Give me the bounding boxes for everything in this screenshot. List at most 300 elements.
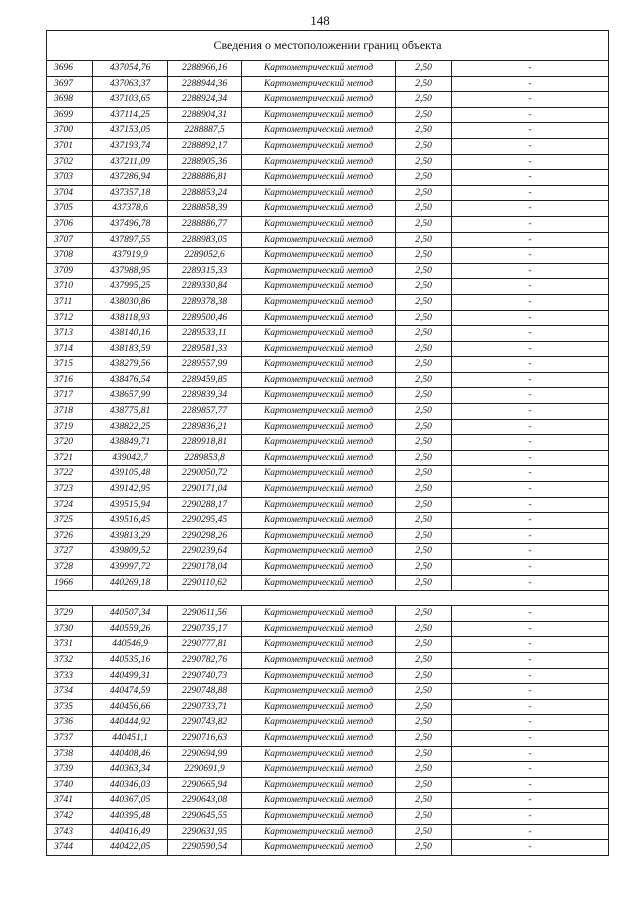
description-cell: - (452, 216, 609, 232)
method-cell: Картометрический метод (242, 621, 396, 637)
table-row (47, 497, 609, 513)
y-coordinate-cell: 2289330,84 (168, 279, 242, 295)
table-row (47, 450, 609, 466)
table-row (47, 372, 609, 388)
point-number-cell: 3731 (47, 637, 93, 653)
accuracy-cell: 2,50 (396, 621, 452, 637)
description-cell: - (452, 746, 609, 762)
x-coordinate-cell: 440444,92 (93, 715, 168, 731)
point-number-cell: 3732 (47, 652, 93, 668)
y-coordinate-cell: 2289857,77 (168, 404, 242, 420)
y-coordinate-cell: 2288858,39 (168, 201, 242, 217)
accuracy-cell: 2,50 (396, 637, 452, 653)
method-cell: Картометрический метод (242, 513, 396, 529)
y-coordinate-cell: 2289853,8 (168, 450, 242, 466)
y-coordinate-cell: 2289315,33 (168, 263, 242, 279)
description-cell: - (452, 372, 609, 388)
description-cell: - (452, 419, 609, 435)
y-coordinate-cell: 2290298,26 (168, 528, 242, 544)
method-cell: Картометрический метод (242, 92, 396, 108)
x-coordinate-cell: 440346,03 (93, 777, 168, 793)
x-coordinate-cell: 439516,45 (93, 513, 168, 529)
method-cell: Картометрический метод (242, 76, 396, 92)
method-cell: Картометрический метод (242, 808, 396, 824)
description-cell: - (452, 92, 609, 108)
x-coordinate-cell: 439105,48 (93, 466, 168, 482)
y-coordinate-cell: 2290782,76 (168, 652, 242, 668)
accuracy-cell: 2,50 (396, 419, 452, 435)
method-cell: Картометрический метод (242, 107, 396, 123)
y-coordinate-cell: 2288904,31 (168, 107, 242, 123)
description-cell: - (452, 61, 609, 77)
point-number-cell: 3714 (47, 341, 93, 357)
description-cell: - (452, 170, 609, 186)
y-coordinate-cell: 2290735,17 (168, 621, 242, 637)
accuracy-cell: 2,50 (396, 404, 452, 420)
x-coordinate-cell: 437103,65 (93, 92, 168, 108)
method-cell: Картометрический метод (242, 746, 396, 762)
point-number-cell: 3710 (47, 279, 93, 295)
accuracy-cell: 2,50 (396, 777, 452, 793)
y-coordinate-cell: 2288983,05 (168, 232, 242, 248)
table-row (47, 310, 609, 326)
x-coordinate-cell: 440546,9 (93, 637, 168, 653)
description-cell: - (452, 466, 609, 482)
point-number-cell: 3720 (47, 435, 93, 451)
description-cell: - (452, 528, 609, 544)
x-coordinate-cell: 438657,99 (93, 388, 168, 404)
y-coordinate-cell: 2290050,72 (168, 466, 242, 482)
x-coordinate-cell: 437357,18 (93, 185, 168, 201)
table-row (47, 388, 609, 404)
point-number-cell: 3734 (47, 684, 93, 700)
description-cell: - (452, 824, 609, 840)
x-coordinate-cell: 438030,86 (93, 294, 168, 310)
x-coordinate-cell: 437153,05 (93, 123, 168, 139)
accuracy-cell: 2,50 (396, 248, 452, 264)
method-cell: Картометрический метод (242, 170, 396, 186)
method-cell: Картометрический метод (242, 637, 396, 653)
table-row (47, 76, 609, 92)
method-cell: Картометрический метод (242, 216, 396, 232)
description-cell: - (452, 808, 609, 824)
description-cell: - (452, 497, 609, 513)
description-cell: - (452, 652, 609, 668)
y-coordinate-cell: 2288905,36 (168, 154, 242, 170)
table-row (47, 263, 609, 279)
y-coordinate-cell: 2290733,71 (168, 699, 242, 715)
y-coordinate-cell: 2288892,17 (168, 138, 242, 154)
accuracy-cell: 2,50 (396, 497, 452, 513)
point-number-cell: 3725 (47, 513, 93, 529)
description-cell: - (452, 294, 609, 310)
method-cell: Картометрический метод (242, 528, 396, 544)
accuracy-cell: 2,50 (396, 357, 452, 373)
point-number-cell: 3723 (47, 482, 93, 498)
description-cell: - (452, 154, 609, 170)
description-cell: - (452, 326, 609, 342)
point-number-cell: 3729 (47, 606, 93, 622)
accuracy-cell: 2,50 (396, 61, 452, 77)
point-number-cell: 3700 (47, 123, 93, 139)
accuracy-cell: 2,50 (396, 513, 452, 529)
x-coordinate-cell: 440363,34 (93, 762, 168, 778)
table-row (47, 92, 609, 108)
point-number-cell: 3716 (47, 372, 93, 388)
method-cell: Картометрический метод (242, 372, 396, 388)
accuracy-cell: 2,50 (396, 435, 452, 451)
y-coordinate-cell: 2289918,81 (168, 435, 242, 451)
x-coordinate-cell: 438183,59 (93, 341, 168, 357)
x-coordinate-cell: 439142,95 (93, 482, 168, 498)
method-cell: Картометрический метод (242, 154, 396, 170)
accuracy-cell: 2,50 (396, 123, 452, 139)
table-row (47, 560, 609, 576)
point-number-cell: 3707 (47, 232, 93, 248)
y-coordinate-cell: 2288966,16 (168, 61, 242, 77)
table-row (47, 684, 609, 700)
y-coordinate-cell: 2290694,99 (168, 746, 242, 762)
x-coordinate-cell: 438118,93 (93, 310, 168, 326)
point-number-cell: 3735 (47, 699, 93, 715)
x-coordinate-cell: 437286,94 (93, 170, 168, 186)
y-coordinate-cell: 2289459,85 (168, 372, 242, 388)
description-cell: - (452, 404, 609, 420)
method-cell: Картометрический метод (242, 185, 396, 201)
accuracy-cell: 2,50 (396, 201, 452, 217)
point-number-cell: 3713 (47, 326, 93, 342)
accuracy-cell: 2,50 (396, 310, 452, 326)
description-cell: - (452, 357, 609, 373)
table-row (47, 419, 609, 435)
method-cell: Картометрический метод (242, 466, 396, 482)
accuracy-cell: 2,50 (396, 793, 452, 809)
y-coordinate-cell: 2290665,94 (168, 777, 242, 793)
page-number: 148 (310, 13, 330, 28)
x-coordinate-cell: 440395,48 (93, 808, 168, 824)
point-number-cell: 3701 (47, 138, 93, 154)
x-coordinate-cell: 438476,54 (93, 372, 168, 388)
accuracy-cell: 2,50 (396, 216, 452, 232)
table-row (47, 652, 609, 668)
method-cell: Картометрический метод (242, 279, 396, 295)
method-cell: Картометрический метод (242, 575, 396, 591)
description-cell: - (452, 185, 609, 201)
accuracy-cell: 2,50 (396, 263, 452, 279)
x-coordinate-cell: 437211,09 (93, 154, 168, 170)
accuracy-cell: 2,50 (396, 840, 452, 856)
table-row (47, 621, 609, 637)
separator-row (47, 591, 609, 606)
point-number-cell: 3697 (47, 76, 93, 92)
table-row (47, 730, 609, 746)
accuracy-cell: 2,50 (396, 107, 452, 123)
x-coordinate-cell: 437995,25 (93, 279, 168, 295)
method-cell: Картометрический метод (242, 419, 396, 435)
table-row (47, 840, 609, 856)
table-row (47, 232, 609, 248)
x-coordinate-cell: 440408,46 (93, 746, 168, 762)
x-coordinate-cell: 440416,49 (93, 824, 168, 840)
y-coordinate-cell: 2289052,6 (168, 248, 242, 264)
method-cell: Картометрический метод (242, 699, 396, 715)
description-cell: - (452, 621, 609, 637)
y-coordinate-cell: 2288924,34 (168, 92, 242, 108)
table-row (47, 279, 609, 295)
y-coordinate-cell: 2290239,64 (168, 544, 242, 560)
method-cell: Картометрический метод (242, 560, 396, 576)
description-cell: - (452, 715, 609, 731)
x-coordinate-cell: 437496,78 (93, 216, 168, 232)
table-row (47, 154, 609, 170)
table-row (47, 668, 609, 684)
y-coordinate-cell: 2289839,34 (168, 388, 242, 404)
method-cell: Картометрический метод (242, 341, 396, 357)
description-cell: - (452, 606, 609, 622)
point-number-cell: 3698 (47, 92, 93, 108)
y-coordinate-cell: 2290645,55 (168, 808, 242, 824)
x-coordinate-cell: 437897,55 (93, 232, 168, 248)
description-cell: - (452, 232, 609, 248)
x-coordinate-cell: 440474,59 (93, 684, 168, 700)
x-coordinate-cell: 437063,37 (93, 76, 168, 92)
table-title-row (47, 31, 609, 61)
method-cell: Картометрический метод (242, 668, 396, 684)
x-coordinate-cell: 440422,05 (93, 840, 168, 856)
table-row (47, 107, 609, 123)
y-coordinate-cell: 2290643,08 (168, 793, 242, 809)
x-coordinate-cell: 440451,1 (93, 730, 168, 746)
x-coordinate-cell: 440367,05 (93, 793, 168, 809)
accuracy-cell: 2,50 (396, 808, 452, 824)
accuracy-cell: 2,50 (396, 372, 452, 388)
table-row (47, 248, 609, 264)
table-row (47, 606, 609, 622)
accuracy-cell: 2,50 (396, 528, 452, 544)
point-number-cell: 3744 (47, 840, 93, 856)
method-cell: Картометрический метод (242, 824, 396, 840)
x-coordinate-cell: 439515,94 (93, 497, 168, 513)
point-number-cell: 1966 (47, 575, 93, 591)
method-cell: Картометрический метод (242, 310, 396, 326)
method-cell: Картометрический метод (242, 544, 396, 560)
y-coordinate-cell: 2288887,5 (168, 123, 242, 139)
table-row (47, 404, 609, 420)
x-coordinate-cell: 437114,25 (93, 107, 168, 123)
x-coordinate-cell: 439997,72 (93, 560, 168, 576)
accuracy-cell: 2,50 (396, 746, 452, 762)
accuracy-cell: 2,50 (396, 170, 452, 186)
point-number-cell: 3733 (47, 668, 93, 684)
y-coordinate-cell: 2289557,99 (168, 357, 242, 373)
description-cell: - (452, 450, 609, 466)
point-number-cell: 3699 (47, 107, 93, 123)
table-row (47, 824, 609, 840)
x-coordinate-cell: 438140,16 (93, 326, 168, 342)
description-cell: - (452, 560, 609, 576)
method-cell: Картометрический метод (242, 606, 396, 622)
x-coordinate-cell: 440499,31 (93, 668, 168, 684)
point-number-cell: 3736 (47, 715, 93, 731)
table-row (47, 435, 609, 451)
table-row (47, 528, 609, 544)
method-cell: Картометрический метод (242, 123, 396, 139)
description-cell: - (452, 840, 609, 856)
accuracy-cell: 2,50 (396, 684, 452, 700)
table-row (47, 715, 609, 731)
description-cell: - (452, 248, 609, 264)
table-row (47, 513, 609, 529)
x-coordinate-cell: 437378,6 (93, 201, 168, 217)
x-coordinate-cell: 437919,9 (93, 248, 168, 264)
point-number-cell: 3740 (47, 777, 93, 793)
accuracy-cell: 2,50 (396, 450, 452, 466)
description-cell: - (452, 388, 609, 404)
method-cell: Картометрический метод (242, 730, 396, 746)
point-number-cell: 3718 (47, 404, 93, 420)
table-row (47, 482, 609, 498)
description-cell: - (452, 762, 609, 778)
table-row (47, 575, 609, 591)
description-cell: - (452, 482, 609, 498)
accuracy-cell: 2,50 (396, 715, 452, 731)
table-row (47, 637, 609, 653)
accuracy-cell: 2,50 (396, 154, 452, 170)
point-number-cell: 3708 (47, 248, 93, 264)
point-number-cell: 3704 (47, 185, 93, 201)
point-number-cell: 3743 (47, 824, 93, 840)
table-row (47, 793, 609, 809)
x-coordinate-cell: 440535,16 (93, 652, 168, 668)
accuracy-cell: 2,50 (396, 92, 452, 108)
description-cell: - (452, 699, 609, 715)
point-number-cell: 3696 (47, 61, 93, 77)
accuracy-cell: 2,50 (396, 326, 452, 342)
method-cell: Картометрический метод (242, 777, 396, 793)
description-cell: - (452, 637, 609, 653)
table-row (47, 185, 609, 201)
y-coordinate-cell: 2289500,46 (168, 310, 242, 326)
description-cell: - (452, 730, 609, 746)
description-cell: - (452, 279, 609, 295)
method-cell: Картометрический метод (242, 793, 396, 809)
description-cell: - (452, 513, 609, 529)
y-coordinate-cell: 2290590,54 (168, 840, 242, 856)
method-cell: Картометрический метод (242, 326, 396, 342)
method-cell: Картометрический метод (242, 232, 396, 248)
accuracy-cell: 2,50 (396, 279, 452, 295)
description-cell: - (452, 201, 609, 217)
y-coordinate-cell: 2289378,38 (168, 294, 242, 310)
x-coordinate-cell: 439813,29 (93, 528, 168, 544)
point-number-cell: 3717 (47, 388, 93, 404)
point-number-cell: 3728 (47, 560, 93, 576)
method-cell: Картометрический метод (242, 388, 396, 404)
boundary-coordinates-table (46, 30, 609, 856)
y-coordinate-cell: 2290691,9 (168, 762, 242, 778)
table-row (47, 466, 609, 482)
x-coordinate-cell: 438775,81 (93, 404, 168, 420)
x-coordinate-cell: 440507,34 (93, 606, 168, 622)
description-cell: - (452, 544, 609, 560)
y-coordinate-cell: 2288944,36 (168, 76, 242, 92)
method-cell: Картометрический метод (242, 652, 396, 668)
method-cell: Картометрический метод (242, 435, 396, 451)
accuracy-cell: 2,50 (396, 730, 452, 746)
description-cell: - (452, 668, 609, 684)
y-coordinate-cell: 2290748,88 (168, 684, 242, 700)
accuracy-cell: 2,50 (396, 652, 452, 668)
description-cell: - (452, 76, 609, 92)
point-number-cell: 3721 (47, 450, 93, 466)
accuracy-cell: 2,50 (396, 466, 452, 482)
point-number-cell: 3739 (47, 762, 93, 778)
y-coordinate-cell: 2290178,04 (168, 560, 242, 576)
y-coordinate-cell: 2288853,24 (168, 185, 242, 201)
y-coordinate-cell: 2290171,04 (168, 482, 242, 498)
y-coordinate-cell: 2290110,62 (168, 575, 242, 591)
accuracy-cell: 2,50 (396, 341, 452, 357)
table-row (47, 357, 609, 373)
point-number-cell: 3727 (47, 544, 93, 560)
method-cell: Картометрический метод (242, 404, 396, 420)
x-coordinate-cell: 440269,18 (93, 575, 168, 591)
accuracy-cell: 2,50 (396, 388, 452, 404)
x-coordinate-cell: 440559,26 (93, 621, 168, 637)
method-cell: Картометрический метод (242, 684, 396, 700)
point-number-cell: 3719 (47, 419, 93, 435)
y-coordinate-cell: 2290295,45 (168, 513, 242, 529)
y-coordinate-cell: 2290716,63 (168, 730, 242, 746)
accuracy-cell: 2,50 (396, 76, 452, 92)
y-coordinate-cell: 2290288,17 (168, 497, 242, 513)
description-cell: - (452, 310, 609, 326)
accuracy-cell: 2,50 (396, 482, 452, 498)
accuracy-cell: 2,50 (396, 560, 452, 576)
method-cell: Картометрический метод (242, 715, 396, 731)
table-row (47, 61, 609, 77)
table-row (47, 762, 609, 778)
method-cell: Картометрический метод (242, 357, 396, 373)
table-row (47, 699, 609, 715)
table-row (47, 170, 609, 186)
method-cell: Картометрический метод (242, 201, 396, 217)
point-number-cell: 3730 (47, 621, 93, 637)
method-cell: Картометрический метод (242, 61, 396, 77)
y-coordinate-cell: 2290740,73 (168, 668, 242, 684)
description-cell: - (452, 684, 609, 700)
table-row (47, 341, 609, 357)
point-number-cell: 3705 (47, 201, 93, 217)
accuracy-cell: 2,50 (396, 575, 452, 591)
accuracy-cell: 2,50 (396, 138, 452, 154)
point-number-cell: 3726 (47, 528, 93, 544)
x-coordinate-cell: 437054,76 (93, 61, 168, 77)
method-cell: Картометрический метод (242, 497, 396, 513)
x-coordinate-cell: 440456,66 (93, 699, 168, 715)
description-cell: - (452, 263, 609, 279)
table-row (47, 294, 609, 310)
method-cell: Картометрический метод (242, 263, 396, 279)
table-title: Сведения о местоположении границ объекта (47, 31, 609, 61)
point-number-cell: 3738 (47, 746, 93, 762)
table-row (47, 544, 609, 560)
description-cell: - (452, 123, 609, 139)
method-cell: Картометрический метод (242, 840, 396, 856)
table-row (47, 138, 609, 154)
point-number-cell: 3742 (47, 808, 93, 824)
point-number-cell: 3711 (47, 294, 93, 310)
